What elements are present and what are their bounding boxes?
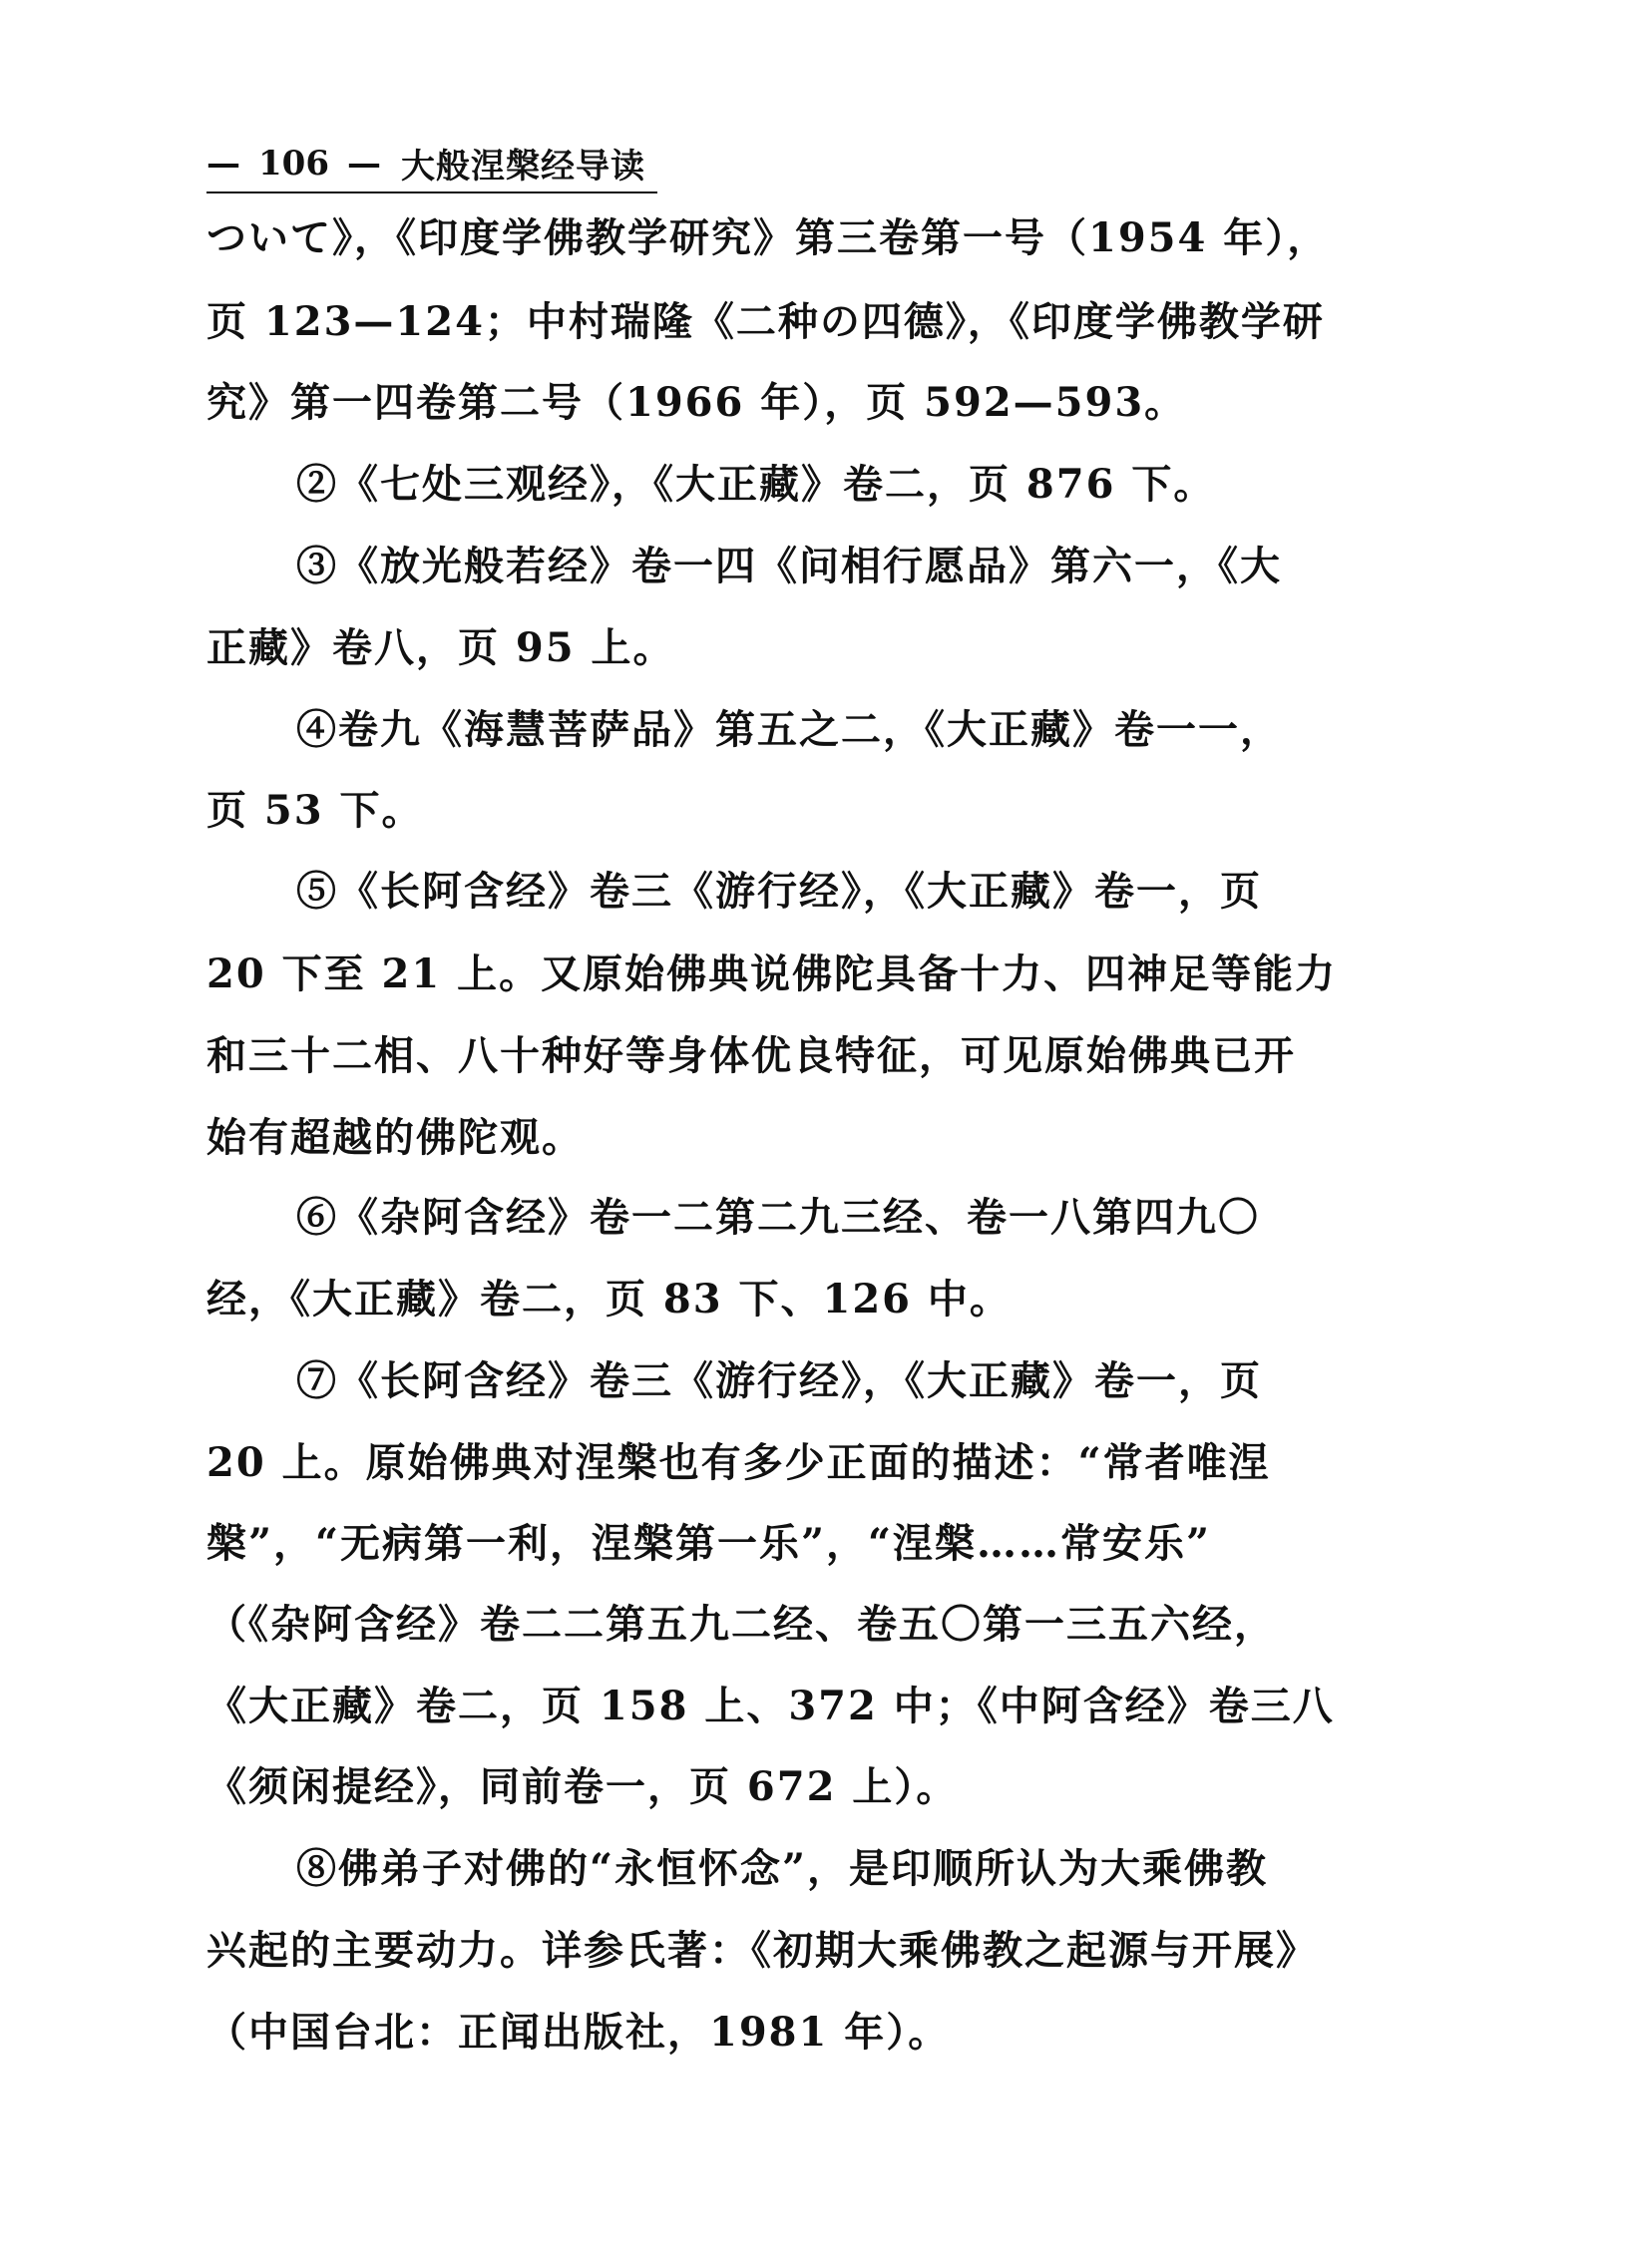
footnote-line: 始有超越的佛陀观。 — [206, 1113, 584, 1161]
footnote-line: 页 53 下。 — [206, 787, 424, 835]
footnote-line: （《杂阿含经》卷二二第五九二经、卷五〇第一三五六经， — [206, 1600, 1276, 1648]
page-number: 106 — [258, 143, 329, 184]
footnote-line: ついて》，《印度学佛教学研究》第三卷第一号（1954 年）， — [206, 214, 1330, 262]
footnote-line: 《大正藏》卷二，页 158 上、372 中；《中阿含经》卷三八 — [206, 1682, 1335, 1729]
footnote-line: 页 123—124；中村瑞隆《二种の四德》，《印度学佛教学研 — [206, 297, 1325, 345]
footnote-line: 槃”，“无病第一利，涅槃第一乐”，“涅槃……常安乐” — [206, 1520, 1212, 1568]
footnote-line: 和三十二相、八十种好等身体优良特征，可见原始佛典已开 — [206, 1031, 1296, 1079]
footnote-3: ③《放光般若经》卷一四《问相行愿品》第六一，《大 — [296, 542, 1282, 589]
footnote-line: 正藏》卷八，页 95 上。 — [206, 623, 675, 671]
footnote-line: 20 上。原始佛典对涅槃也有多少正面的描述：“常者唯涅 — [206, 1438, 1271, 1486]
footnote-line: （中国台北：正闻出版社，1981 年）。 — [206, 2008, 951, 2056]
header-dash-left: — — [206, 143, 240, 184]
running-header — [206, 136, 657, 193]
footnote-7: ⑦《长阿含经》卷三《游行经》，《大正藏》卷一，页 — [296, 1356, 1262, 1404]
footnote-line: 《须闲提经》，同前卷一，页 672 上）。 — [206, 1763, 959, 1811]
footnote-5: ⑤《长阿含经》卷三《游行经》，《大正藏》卷一，页 — [296, 867, 1262, 915]
footnote-6: ⑥《杂阿含经》卷一二第二九三经、卷一八第四九〇 — [296, 1194, 1260, 1242]
footnote-2: ②《七处三观经》，《大正藏》卷二，页 876 下。 — [296, 461, 1216, 509]
header-dash-right: — — [346, 143, 381, 184]
footnote-line: 经，《大正藏》卷二，页 83 下、126 中。 — [206, 1275, 1012, 1323]
footnote-line: 兴起的主要动力。详参氏著：《初期大乘佛教之起源与开展》 — [206, 1926, 1318, 1974]
footnote-line: 究》第一四卷第二号（1966 年），页 592—593。 — [206, 379, 1187, 427]
book-title: 大般涅槃经导读 — [400, 147, 645, 188]
footnote-8: ⑧佛弟子对佛的“永恒怀念”，是印顺所认为大乘佛教 — [296, 1845, 1269, 1893]
footnote-line: 20 下至 21 上。又原始佛典说佛陀具备十力、四神足等能力 — [206, 950, 1338, 998]
footnote-4: ④卷九《海慧菩萨品》第五之二，《大正藏》卷一一， — [296, 705, 1282, 753]
